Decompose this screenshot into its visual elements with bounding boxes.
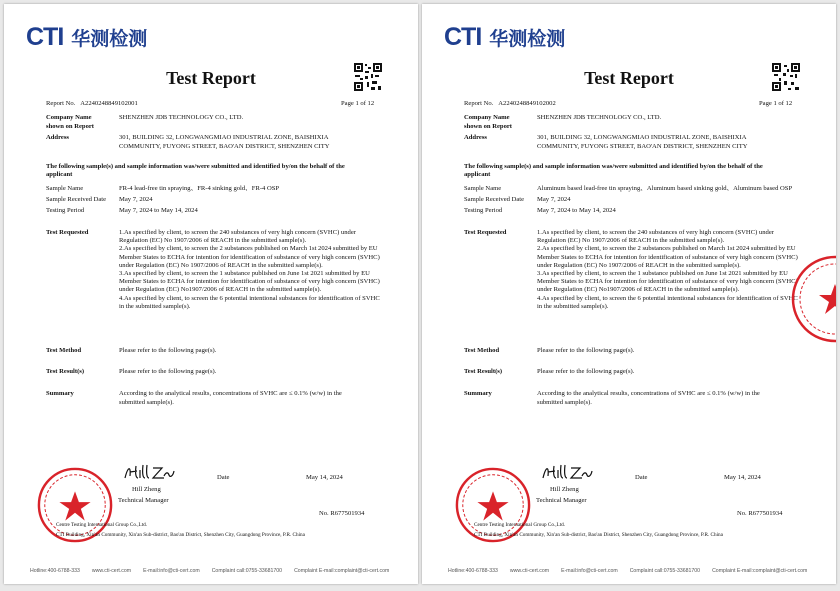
request-item-1: 1.As specified by client, to screen the 240 substances of very high concern (SVHC) under Regulation (EC) No 1907/2006 of REACH in the submitted sample(s). (537, 229, 774, 245)
page-footer (30, 568, 389, 574)
footer-complaint: Complaint call:0755-33681700 (211, 568, 283, 574)
page-number: Page 1 of 12 (341, 100, 375, 107)
received-date-label: Sample Received Date (46, 196, 107, 203)
address-line-2: COMMUNITY, FUYONG STREET, BAO'AN DISTRICT, SHENZHEN CITY (537, 143, 748, 150)
report-number: Report No. A2240248849102002 (464, 100, 556, 107)
footer-email: E-mail:info@cti-cert.com (561, 568, 618, 574)
cti-logo (444, 24, 565, 50)
summary-line-1: According to the analytical results, concentrations of SVHC are ≤ 0.1% (w/w) in the (119, 390, 342, 397)
test-method-value: Please refer to the following page(s). (537, 347, 635, 354)
testing-period-value: May 7, 2024 to May 14, 2024 (537, 207, 616, 214)
summary-line-1: According to the analytical results, concentrations of SVHC are ≤ 0.1% (w/w) in the (537, 390, 760, 397)
signer-role: Technical Manager (536, 497, 587, 504)
request-item-3: 3.As specified by client, to screen the 1 substance published on June 1st 2021 submitted by EU Member States to ECHA for intention for identification of substance of very high concern (SVHC) under Regulation (EC) No1907/2006 of REACH in the submitted sample(s). (537, 270, 798, 294)
page-title: Test Report (166, 68, 256, 88)
shown-on-report-label: shown on Report (464, 123, 512, 130)
logo-cn-text: 华测检测 (489, 27, 566, 50)
test-requested-label: Test Requested (46, 229, 89, 236)
qr-code-icon (353, 62, 383, 92)
report-number: Report No. A2240248849102001 (46, 100, 138, 107)
received-date-value: May 7, 2024 (119, 196, 153, 203)
received-date-value: May 7, 2024 (537, 196, 571, 203)
test-result-label: Test Result(s) (46, 368, 85, 375)
page-title: Test Report (584, 68, 674, 88)
sample-name-value: FR-4 lead-free tin spraying、FR-4 sinking gold、FR-4 OSP (119, 185, 280, 192)
address-label: Address (464, 134, 487, 141)
date-label: Date (635, 474, 648, 481)
submit-statement: The following sample(s) and sample information was/were submitted and identified by/on the behalf of the applicant (46, 163, 345, 179)
summary-label: Summary (46, 390, 74, 397)
footer-complaint-email: Complaint E-mail:complaint@cti-cert.com (294, 568, 390, 574)
test-requested-list (119, 229, 384, 311)
company-name-value: SHENZHEN JDB TECHNOLOGY CO., LTD. (119, 114, 244, 121)
test-method-label: Test Method (464, 347, 500, 354)
test-result-value: Please refer to the following page(s). (537, 368, 635, 375)
report-page-2 (422, 4, 836, 584)
address-line-1: 301, BUILDING 32, LONGWANGMIAO INDUSTRIAL ZONE, BAISHIXIA (119, 134, 329, 141)
test-requested-list (537, 229, 802, 311)
company-name-label: Company Name (464, 114, 510, 121)
shown-on-report-label: shown on Report (46, 123, 94, 130)
summary-label: Summary (464, 390, 492, 397)
request-item-4: 4.As specified by client, to screen the 6 potential intentional substances for identification of SVHC in the submitted sample(s). (537, 294, 798, 310)
address-line-1: 301, BUILDING 32, LONGWANGMIAO INDUSTRIAL ZONE, BAISHIXIA (537, 134, 747, 141)
request-item-2: 2.As specified by client, to screen the 2 substances published on March 1st 2024 submitted by EU Member States to ECHA for intention for identification of substance of very high concern (SVHC) under Regulation (EC) No 1907/2006 of REACH in the submitted sample(s). (119, 245, 380, 269)
red-seal-stamp-partial (790, 254, 836, 344)
test-result-value: Please refer to the following page(s). (119, 368, 217, 375)
request-item-4: 4.As specified by client, to screen the 6 potential intentional substances for identification of SVHC in the submitted sample(s). (119, 294, 380, 310)
testing-period-value: May 7, 2024 to May 14, 2024 (119, 207, 198, 214)
request-item-3: 3.As specified by client, to screen the 1 substance published on June 1st 2021 submitted by EU Member States to ECHA for intention for identification of substance of very high concern (SVHC) under Regulation (EC) No1907/2006 of REACH in the submitted sample(s). (119, 270, 380, 294)
cti-logo (26, 24, 147, 50)
test-requested-label: Test Requested (464, 229, 507, 236)
summary-line-2: submitted sample(s). (537, 399, 592, 406)
document-number: No. R677501934 (737, 510, 783, 517)
qr-code-icon (771, 62, 801, 92)
request-item-1: 1.As specified by client, to screen the 240 substances of very high concern (SVHC) under Regulation (EC) No 1907/2006 of REACH in the submitted sample(s). (119, 229, 356, 245)
signer-name: Hill Zheng (132, 486, 161, 493)
report-page-1 (4, 4, 418, 584)
logo-brand: CTI (444, 22, 482, 51)
testing-period-label: Testing Period (464, 207, 503, 214)
issuer-company: Centre Testing International Group Co.,Ltd. (56, 522, 148, 528)
received-date-label: Sample Received Date (464, 196, 525, 203)
page-number: Page 1 of 12 (759, 100, 793, 107)
issuer-address: CTI Building, Xin'an Community, Xin'an Sub-district, Bao'an District, Shenzhen City, Guangdong Province, P.R. China (56, 532, 305, 538)
address-line-2: COMMUNITY, FUYONG STREET, BAO'AN DISTRICT, SHENZHEN CITY (119, 143, 330, 150)
footer-hotline: Hotline:400-6788-333 (448, 568, 498, 574)
testing-period-label: Testing Period (46, 207, 85, 214)
company-name-label: Company Name (46, 114, 92, 121)
date-value: May 14, 2024 (724, 474, 761, 481)
address-label: Address (46, 134, 69, 141)
sample-name-label: Sample Name (46, 185, 84, 192)
summary-line-2: submitted sample(s). (119, 399, 174, 406)
footer-web: www.cti-cert.com (91, 568, 132, 574)
test-method-label: Test Method (46, 347, 82, 354)
logo-cn-text: 华测检测 (71, 27, 148, 50)
sample-name-value: Aluminum based lead-free tin spraying、Aluminum based sinking gold、Aluminum based OSP (537, 185, 793, 192)
test-result-label: Test Result(s) (464, 368, 503, 375)
test-method-value: Please refer to the following page(s). (119, 347, 217, 354)
signature-image (122, 462, 177, 484)
request-item-2: 2.As specified by client, to screen the 2 substances published on March 1st 2024 submitted by EU Member States to ECHA for intention for identification of substance of very high concern (SVHC) under Regulation (EC) No 1907/2006 of REACH in the submitted sample(s). (537, 245, 798, 269)
signer-name: Hill Zheng (550, 486, 579, 493)
signature-image (540, 462, 595, 484)
submit-statement: The following sample(s) and sample information was/were submitted and identified by/on the behalf of the applicant (464, 163, 763, 179)
footer-hotline: Hotline:400-6788-333 (30, 568, 80, 574)
signer-role: Technical Manager (118, 497, 169, 504)
footer-web: www.cti-cert.com (509, 568, 550, 574)
page-footer (448, 568, 807, 574)
document-number: No. R677501934 (319, 510, 365, 517)
logo-brand: CTI (26, 22, 64, 51)
issuer-address: CTI Building, Xin'an Community, Xin'an Sub-district, Bao'an District, Shenzhen City, Guangdong Province, P.R. China (474, 532, 723, 538)
footer-complaint: Complaint call:0755-33681700 (629, 568, 701, 574)
date-label: Date (217, 474, 230, 481)
company-name-value: SHENZHEN JDB TECHNOLOGY CO., LTD. (537, 114, 662, 121)
date-value: May 14, 2024 (306, 474, 343, 481)
sample-name-label: Sample Name (464, 185, 502, 192)
footer-complaint-email: Complaint E-mail:complaint@cti-cert.com (712, 568, 808, 574)
issuer-company: Centre Testing International Group Co.,Ltd. (474, 522, 566, 528)
footer-email: E-mail:info@cti-cert.com (143, 568, 200, 574)
